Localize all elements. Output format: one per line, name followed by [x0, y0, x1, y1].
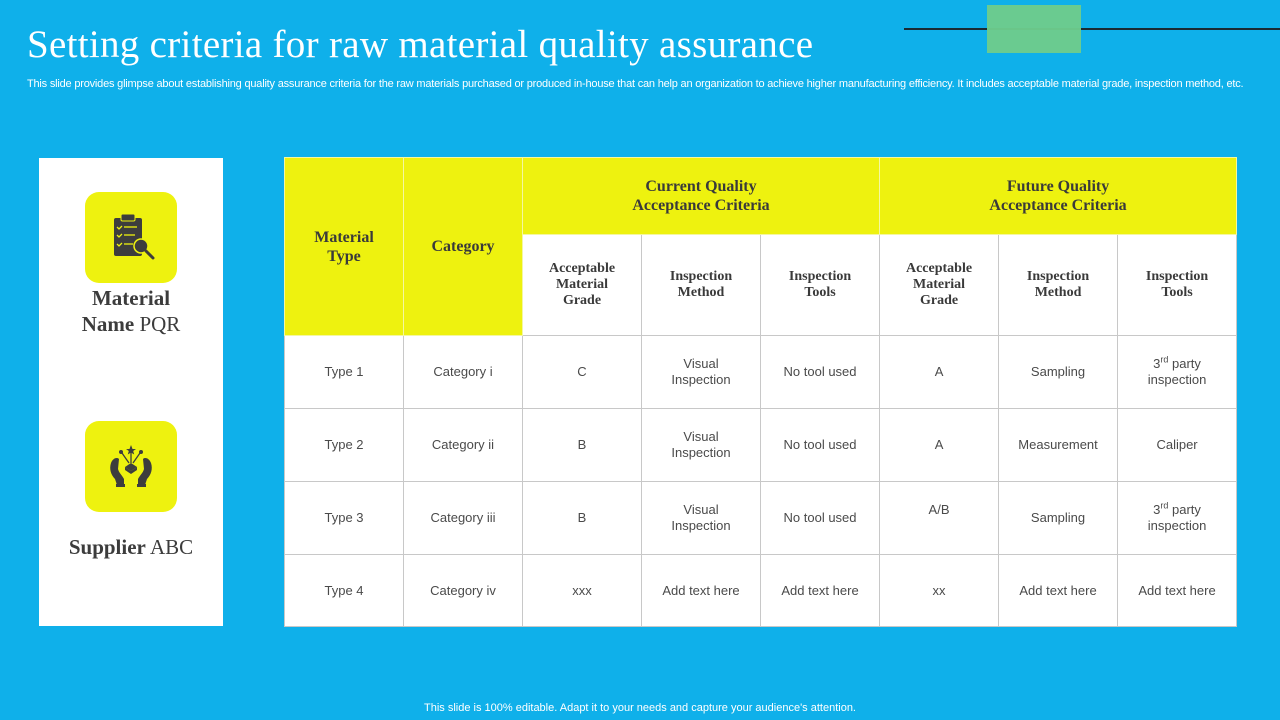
cell-current-grade[interactable]: B	[523, 409, 642, 482]
cell-future-grade[interactable]	[880, 482, 999, 555]
clipboard-search-icon	[105, 212, 157, 264]
header-text: Material	[314, 228, 374, 246]
header-text: Method	[677, 285, 725, 300]
decorative-line	[904, 28, 1280, 30]
cell-category[interactable]: Category i	[404, 336, 523, 409]
ordinal-suffix: rd	[1160, 500, 1169, 511]
header-current-grade	[523, 235, 642, 336]
cell-category[interactable]: Category iii	[404, 482, 523, 555]
header-current-method	[642, 235, 761, 336]
cell-text: Inspection	[671, 445, 731, 460]
header-future-tools	[1118, 235, 1237, 336]
cell-current-grade[interactable]: C	[523, 336, 642, 409]
cell-current-grade[interactable]: xxx	[523, 555, 642, 627]
supplier-icon-tile	[85, 421, 177, 512]
cell-future-tools[interactable]	[1118, 336, 1237, 409]
cell-current-tools[interactable]: No tool used	[761, 409, 880, 482]
header-text: Tools	[804, 285, 836, 300]
material-label-value: PQR	[139, 312, 181, 336]
hands-giving-icon	[105, 441, 157, 493]
cell-future-grade[interactable]: xx	[880, 555, 999, 627]
supplier-label-value: ABC	[149, 535, 194, 559]
cell-text: Visual	[683, 356, 719, 371]
cell-current-tools[interactable]: No tool used	[761, 336, 880, 409]
cell-future-tools[interactable]	[1118, 482, 1237, 555]
cell-current-method[interactable]: Add text here	[642, 555, 761, 627]
cell-category[interactable]: Category iv	[404, 555, 523, 627]
cell-text: Inspection	[671, 518, 731, 533]
header-text: Inspection	[669, 269, 733, 284]
cell-text: 3	[1153, 502, 1161, 517]
decorative-rectangle	[987, 5, 1081, 53]
material-name-label	[39, 285, 223, 337]
header-text: Acceptance Criteria	[632, 197, 770, 214]
header-future-method	[999, 235, 1118, 336]
cell-text: Visual	[683, 429, 719, 444]
slide-title: Setting criteria for raw material quality assurance	[27, 23, 814, 66]
header-text: Method	[1034, 285, 1082, 300]
cell-text: Inspection	[671, 372, 731, 387]
ordinal-suffix: rd	[1160, 354, 1169, 365]
cell-future-tools[interactable]: Add text here	[1118, 555, 1237, 627]
cell-current-method[interactable]	[642, 409, 761, 482]
cell-material-type[interactable]: Type 3	[285, 482, 404, 555]
header-text: Acceptance Criteria	[989, 197, 1127, 214]
cell-current-tools[interactable]: No tool used	[761, 482, 880, 555]
header-category: Category	[404, 158, 523, 336]
cell-category[interactable]: Category ii	[404, 409, 523, 482]
supplier-label	[39, 534, 223, 560]
header-future-grade	[880, 235, 999, 336]
cell-text: Visual	[683, 502, 719, 517]
cell-material-type[interactable]: Type 2	[285, 409, 404, 482]
header-text: Inspection	[1145, 269, 1209, 284]
header-text: Grade	[919, 293, 959, 308]
header-text: Tools	[1161, 285, 1193, 300]
cell-text: party	[1168, 356, 1201, 371]
cell-text: inspection	[1147, 518, 1207, 533]
cell-future-method[interactable]: Add text here	[999, 555, 1118, 627]
material-icon-tile	[85, 192, 177, 283]
header-material-type	[285, 158, 404, 336]
cell-text: inspection	[1147, 372, 1207, 387]
cell-material-type[interactable]: Type 4	[285, 555, 404, 627]
header-text: Future Quality	[1006, 178, 1110, 195]
slide-subtitle: This slide provides glimpse about establishing quality assurance criteria for the raw materials purchased or produced in-house that can help an organization to achieve higher manufacturing efficiency. It includes acceptable material grade, inspection method, etc.	[27, 78, 1244, 90]
header-text: Type	[327, 247, 361, 265]
cell-text: party	[1168, 502, 1201, 517]
supplier-label-bold: Supplier	[68, 535, 146, 559]
header-text: Grade	[562, 293, 602, 308]
left-info-panel	[39, 158, 223, 626]
header-current-criteria	[523, 158, 880, 235]
header-text: Acceptable	[548, 261, 616, 276]
header-text: Inspection	[788, 269, 852, 284]
table-row	[285, 409, 1237, 482]
cell-future-grade[interactable]: A	[880, 409, 999, 482]
header-current-tools	[761, 235, 880, 336]
cell-text: 3	[1153, 356, 1161, 371]
cell-current-method[interactable]	[642, 482, 761, 555]
table-row	[285, 336, 1237, 409]
header-text: Material	[912, 277, 966, 292]
cell-current-tools[interactable]: Add text here	[761, 555, 880, 627]
slide-footer-note: This slide is 100% editable. Adapt it to your needs and capture your audience's attention.	[424, 702, 856, 714]
cell-current-grade[interactable]: B	[523, 482, 642, 555]
quality-criteria-table	[284, 157, 1237, 627]
table-row	[285, 555, 1237, 627]
cell-material-type[interactable]: Type 1	[285, 336, 404, 409]
material-label-line1: Material	[91, 286, 171, 310]
cell-future-method[interactable]: Sampling	[999, 336, 1118, 409]
cell-future-tools[interactable]: Caliper	[1118, 409, 1237, 482]
material-label-bold: Name	[81, 312, 135, 336]
table-row	[285, 482, 1237, 555]
cell-future-method[interactable]: Measurement	[999, 409, 1118, 482]
cell-future-method[interactable]: Sampling	[999, 482, 1118, 555]
cell-current-method[interactable]	[642, 336, 761, 409]
cell-future-grade[interactable]: A	[880, 336, 999, 409]
header-text: Inspection	[1026, 269, 1090, 284]
header-text: Material	[555, 277, 609, 292]
header-text: Current Quality	[645, 178, 757, 195]
cell-text: A/B	[928, 502, 950, 517]
header-text: Acceptable	[905, 261, 973, 276]
header-future-criteria	[880, 158, 1237, 235]
